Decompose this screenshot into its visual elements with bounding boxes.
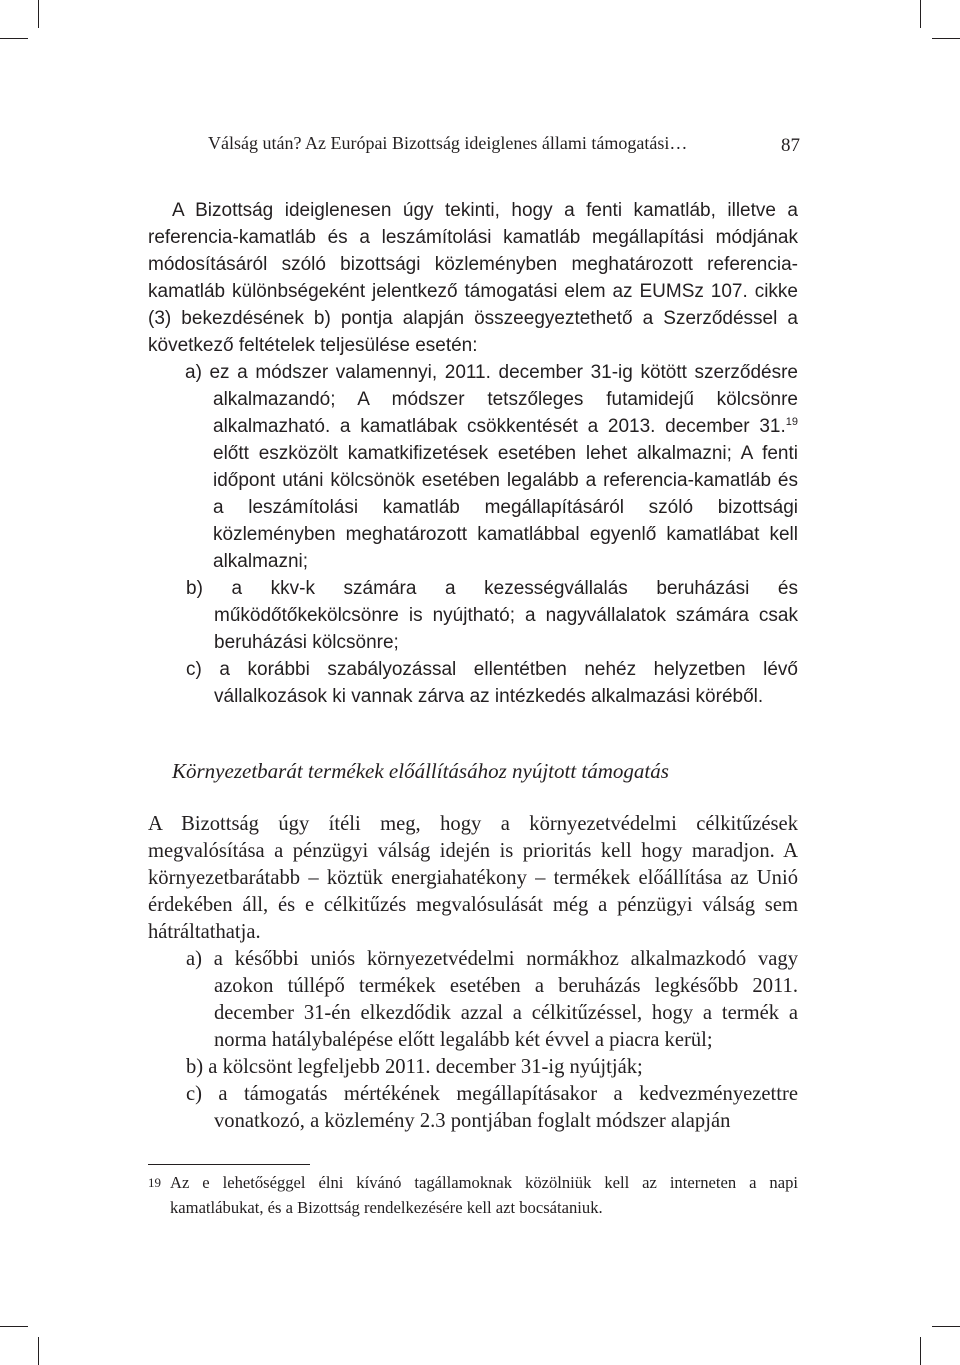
condition-list	[148, 359, 798, 710]
footnote-text: Az e lehetőséggel élni kívánó tagállamoknak közölniük kell az interneten a napi kamatlábukat, és a Bizottság rendelkezésére kell azt bocsátaniuk.	[170, 1173, 798, 1217]
condition-item-c: c) a korábbi szabályozással ellentétben nehéz helyzetben lévő vállalkozások ki vannak zárva az intézkedés alkalmazási köréből.	[186, 659, 798, 707]
crop-mark-top-left-vertical	[38, 0, 39, 28]
crop-mark-top-right-vertical	[920, 0, 921, 28]
footnote-separator	[148, 1164, 310, 1165]
crop-mark-bottom-left-horizontal	[0, 1326, 28, 1327]
crop-mark-bottom-right-vertical	[920, 1337, 921, 1365]
crop-mark-top-left-horizontal	[0, 38, 28, 39]
support-condition-list	[148, 946, 798, 1135]
condition-item-a-text-before: a) ez a módszer valamennyi, 2011. december 31-ig kötött szerződésre alkalmazandó; A módszer tetszőleges futamidejű kölcsönre alkalmazható. a kamatlábak csökkentését a 2013. december 31.	[185, 362, 798, 437]
support-item-b: b) a kölcsönt legfeljebb 2011. december 31-ig nyújtják;	[186, 1056, 643, 1078]
page-number: 87	[781, 135, 800, 156]
running-header	[208, 133, 800, 159]
section-1	[148, 197, 798, 710]
crop-mark-bottom-left-vertical	[38, 1337, 39, 1365]
footnote-reference: 19	[785, 416, 798, 428]
section-2-intro: A Bizottság úgy ítéli meg, hogy a környezetvédelmi célkitűzések megvalósítása a pénzügyi válság idején is prioritás kell hogy maradjon. A környezetbarátabb – köztük energiahatékony – termékek előállítása az Unió érdekében áll, és e célkitűzés megvalósulását még a pénzügyi válság sem hátráltathatja.	[148, 813, 798, 943]
condition-item-a	[148, 359, 798, 575]
footnote-marker: 19	[148, 1175, 161, 1190]
running-title: Válság után? Az Európai Bizottság ideiglenes állami támogatási…	[208, 133, 688, 153]
footnote	[148, 1170, 798, 1220]
section-2	[148, 811, 798, 1135]
section-2-title: Környezetbarát termékek előállításához nyújtott támogatás	[172, 759, 669, 783]
condition-item-b: b) a kkv-k számára a kezességvállalás beruházási és működőtőkekölcsönre is nyújtható; a nagyvállalatok számára csak beruházási kölcsönre;	[186, 578, 798, 653]
crop-mark-bottom-right-horizontal	[932, 1326, 960, 1327]
section-1-intro: A Bizottság ideiglenesen úgy tekinti, hogy a fenti kamatláb, illetve a referencia-kamatláb és a leszámítolási kamatláb megállapítási módjának módosításáról szóló bizottsági közleményben meghatározott referencia-kamatláb különbségeként jelentkező támogatási elem az EUMSz 107. cikke (3) bekezdésének b) pontja alapján összeegyeztethető a Szerződéssel a következő feltételek teljesülése esetén:	[148, 200, 798, 356]
support-item-a: a) a későbbi uniós környezetvédelmi normákhoz alkalmazkodó vagy azokon túllépő termékek esetében a beruházás legkésőbb 2011. december 31-én elkezdődik azzal a célkitűzéssel, hogy a termék a norma hatálybalépése előtt legalább két évvel a piacra kerül;	[186, 948, 798, 1051]
crop-mark-top-right-horizontal	[932, 38, 960, 39]
support-item-c: c) a támogatás mértékének megállapításakor a kedvezményezettre vonatkozó, a közlemény 2.3 pontjában foglalt módszer alapján	[186, 1083, 798, 1132]
condition-item-a-text-after: előtt eszközölt kamatkifizetések esetében lehet alkalmazni; A fenti időpont utáni kölcsönök esetében legalább a referencia-kamatláb és a leszámítolási kamatláb megállapításáról szóló bizottsági közleményben meghatározott kamatlábbal egyenlő kamatlábat kell alkalmazni;	[213, 443, 798, 572]
